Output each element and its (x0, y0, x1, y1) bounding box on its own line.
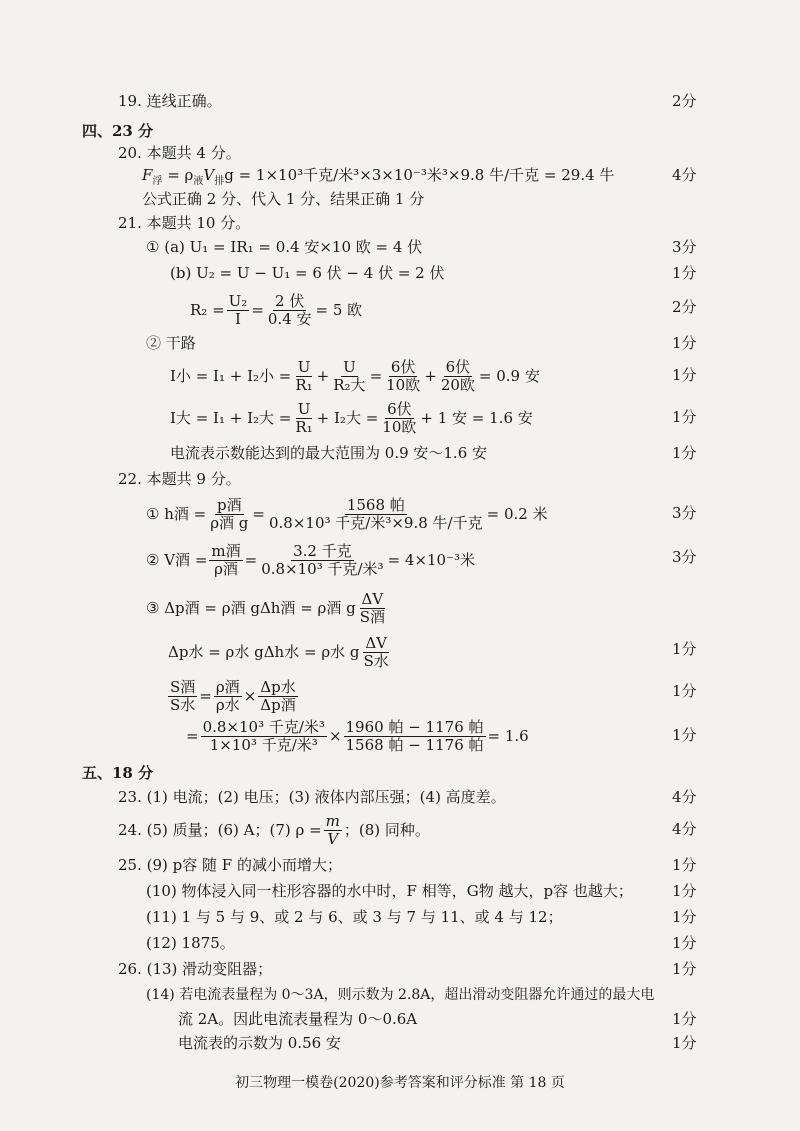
section-5-heading: 五、18 分 (82, 764, 154, 782)
q22-part-5-score: 1分 (672, 682, 697, 700)
q25-item-10: (10) 物体浸入同一柱形容器的水中时，F 相等，G物 越大，p容 也越大； (146, 882, 633, 900)
q26-item-14-line-3: 电流表的示数为 0.56 安 (178, 1034, 341, 1052)
q26-item-14-line-1: (14) 若电流表量程为 0～3A，则示数为 2.8A，超出滑动变阻器允许通过的最大电 (146, 987, 655, 1003)
q25-item-9-score: 1分 (672, 856, 697, 874)
q21-part-b: (b) U₂ = U − U₁ = 6 伏 − 4 伏 = 2 伏 (170, 264, 445, 282)
q19-line: 19. 连线正确。 (118, 92, 222, 110)
q25-item-12-score: 1分 (672, 934, 697, 952)
q25-item-11: (11) 1 与 5 与 9、或 2 与 6、或 3 与 7 与 11、或 4 与 12； (146, 908, 563, 926)
q21-imax-score: 1分 (672, 408, 697, 426)
section-4-heading: 四、23 分 (82, 122, 154, 140)
q22-part-4-equation: Δp水 = ρ水 gΔh水 = ρ水 g $\frac{\Delta V}{\text{S水}}$ (168, 633, 389, 670)
q19-score: 2分 (672, 92, 697, 110)
q21-imin-equation: I小 = I₁ + I₂小 = $\frac{U}{\text{R₁}}$ + $\frac{U}{\text{R₂大}}$ = $\frac{\text{6伏}}{\text{10欧}}$ + $\frac{\text{6伏}}{\text{20欧}}$ = 0.9 安 (170, 357, 540, 394)
q26-item-13-score: 1分 (672, 960, 697, 978)
q21-range-score: 1分 (672, 444, 697, 462)
q22-part-4-score: 1分 (672, 640, 697, 658)
q22-part-1-score: 3分 (672, 504, 697, 522)
q22-part-5-equation: $\frac{\text{S酒}}{\text{S水}}$ = $\frac{\text{ρ酒}}{\text{ρ水}}$ × $\frac{\text{Δp水}}{\text{Δp酒}}$ (170, 677, 296, 714)
q21-imin-score: 1分 (672, 366, 697, 384)
q22-heading: 22. 本题共 9 分。 (118, 470, 241, 488)
page-footer: 初三物理一模卷(2020)参考答案和评分标准 第 18 页 (235, 1075, 565, 1091)
q21-part-b-score: 1分 (672, 264, 697, 282)
q25-item-12: (12) 1875。 (146, 934, 235, 952)
q20-heading: 20. 本题共 4 分。 (118, 144, 241, 162)
q20-note: 公式正确 2 分、代入 1 分、结果正确 1 分 (142, 190, 425, 208)
q21-trunk-score: 1分 (672, 334, 697, 352)
q22-part-1-equation: ① h酒 = $\frac{\text{p酒}}{\text{ρ酒 g}}$ = $\frac{\text{1568 帕}}{\text{0.8×10³ 千克/米³×9.8 牛/千克}}$ = 0.2 米 (146, 495, 548, 532)
q25-item-10-score: 1分 (672, 882, 697, 900)
q21-part-a: ① (a) U₁ = IR₁ = 0.4 安×10 欧 = 4 伏 (146, 238, 423, 256)
q22-part-2-equation: ② V酒 = $\frac{\text{m酒}}{\text{ρ酒}}$ = $\frac{\text{3.2 千克}}{\text{0.8×10³ 千克/米³}}$ = 4×10⁻³米 (146, 541, 476, 578)
q24-score: 4分 (672, 820, 697, 838)
q21-trunk-label: ② 干路 (146, 334, 196, 352)
q21-range: 电流表示数能达到的最大范围为 0.9 安～1.6 安 (170, 444, 488, 462)
q22-part-3-equation: ③ Δp酒 = ρ酒 gΔh酒 = ρ酒 g $\frac{\Delta V}{\text{S酒}}$ (146, 589, 386, 626)
q25-item-11-score: 1分 (672, 908, 697, 926)
q21-imax-equation: I大 = I₁ + I₂大 = $\frac{U}{\text{R₁}}$ + I₂大 = $\frac{\text{6伏}}{\text{10欧}}$ + 1 安 = 1.6 安 (170, 399, 533, 436)
q22-part-2-score: 3分 (672, 548, 697, 566)
q21-r2-score: 2分 (672, 298, 697, 316)
q23-score: 4分 (672, 788, 697, 806)
q22-part-6-score: 1分 (672, 726, 697, 744)
q24-line: 24. (5) 质量；(6) A；(7) ρ = $\frac{m}{V}$ ；(8) 同种。 (118, 811, 430, 848)
q23-line: 23. (1) 电流；(2) 电压；(3) 液体内部压强；(4) 高度差。 (118, 788, 506, 806)
q26-item-14-line-2-score: 1分 (672, 1010, 697, 1028)
q25-item-9: 25. (9) p容 随 F 的减小而增大； (118, 856, 342, 874)
q26-item-14-line-2: 流 2A。因此电流表量程为 0～0.6A (178, 1010, 418, 1028)
q21-heading: 21. 本题共 10 分。 (118, 214, 251, 232)
q22-part-6-equation: = $\frac{\text{0.8×10³ 千克/米³}}{\text{1×10³ 千克/米³}}$ × $\frac{\text{1960 帕 − 1176 帕}}{\text{1568 帕 − 1176 帕}}$ = 1.6 (186, 717, 529, 754)
q26-item-14-line-3-score: 1分 (672, 1034, 697, 1052)
q20-equation: $F_浮 = \rho_液V_排g = 1\times 10^3$千克/米³×3×10⁻³米³×9.8 牛/千克 = 29.4 牛 (142, 166, 615, 187)
q20-score: 4分 (672, 166, 697, 184)
q26-item-13: 26. (13) 滑动变阻器； (118, 960, 273, 978)
q21-part-a-score: 3分 (672, 238, 697, 256)
q21-r2-equation: R₂ = $\frac{\text{U₂}}{I}$ = $\frac{\text{2 伏}}{\text{0.4 安}}$ = 5 欧 (190, 291, 363, 328)
